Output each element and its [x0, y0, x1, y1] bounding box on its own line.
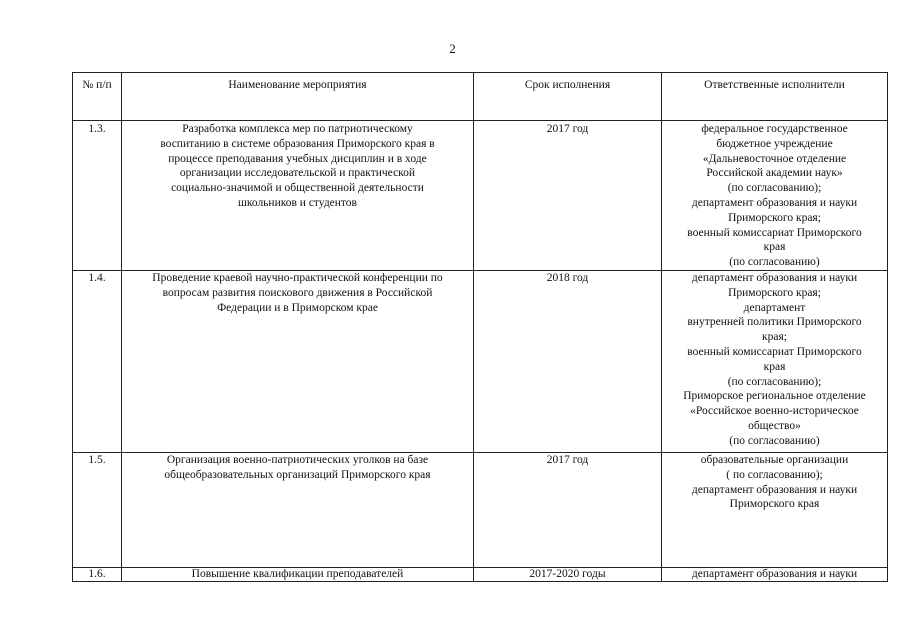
header-name: Наименование мероприятия: [122, 73, 474, 121]
responsible-line: внутренней политики Приморского: [687, 316, 862, 329]
responsible-line: департамент образования и науки: [691, 483, 858, 496]
responsible-line: «Российское военно-историческое: [690, 405, 859, 418]
responsible-line: Приморское региональное отделение: [683, 390, 866, 403]
responsible-line: Российской академии наук»: [706, 167, 843, 180]
row-number: 1.6.: [73, 567, 122, 581]
responsible-line: военный комиссариат Приморского: [687, 345, 862, 358]
name-line: вопросам развития поискового движения в Российской: [162, 286, 433, 299]
name-line: школьников и студентов: [237, 196, 357, 209]
responsible-line: Приморского края;: [728, 211, 821, 224]
responsible-line: департамент: [743, 301, 806, 314]
name-line: Федерации и в Приморском крае: [217, 301, 378, 314]
responsible-line: департамент образования и науки: [691, 271, 858, 284]
header-term: Срок исполнения: [474, 73, 662, 121]
responsible-line: Приморского края;: [728, 286, 821, 299]
name-line: воспитанию в системе образования Приморского края в: [160, 137, 435, 150]
table-header-row: [73, 73, 888, 121]
responsible-line: Приморского края: [729, 498, 820, 511]
name-line: Разработка комплекса мер по патриотическому: [182, 123, 413, 135]
table-row: [73, 270, 888, 452]
responsible-line: края: [763, 360, 786, 373]
responsible-line: ( по согласованию);: [726, 468, 823, 481]
name-line: организации исследовательской и практической: [179, 167, 416, 180]
row-term: 2018 год: [474, 270, 662, 452]
responsible-line: военный комиссариат Приморского: [687, 226, 862, 239]
row-term: 2017 год: [474, 452, 662, 567]
responsible-line: образовательные организации: [700, 453, 849, 466]
responsible-line: (по согласованию);: [727, 182, 822, 195]
name-line: Проведение краевой научно-практической конференции по: [152, 271, 443, 284]
row-term: 2017 год: [474, 121, 662, 271]
row-name: [122, 121, 474, 271]
plan-table: [72, 72, 888, 582]
responsible-line: (по согласованию);: [727, 375, 822, 388]
row-number: 1.5.: [73, 452, 122, 567]
name-line: процессе преподавания учебных дисциплин и в ходе: [168, 152, 427, 165]
row-responsible: [662, 567, 888, 581]
responsible-line: края;: [762, 331, 787, 344]
row-responsible: [662, 121, 888, 271]
row-name: [122, 567, 474, 581]
name-line: социально-значимой и общественной деятельности: [171, 182, 424, 195]
row-number: 1.4.: [73, 270, 122, 452]
name-line: общеобразовательных организаций Приморского края: [164, 468, 431, 481]
header-responsible: Ответственные исполнители: [662, 73, 888, 121]
responsible-line: «Дальневосточное отделение: [702, 152, 847, 165]
name-line: Повышение квалификации преподавателей: [191, 567, 404, 580]
row-name: [122, 452, 474, 567]
row-responsible: [662, 270, 888, 452]
table-row: [73, 452, 888, 567]
row-term: 2017-2020 годы: [474, 567, 662, 581]
header-number: № п/п: [73, 73, 122, 121]
responsible-line: департамент образования и науки: [691, 196, 858, 209]
responsible-line: (по согласованию): [729, 256, 820, 269]
table-row: [73, 567, 888, 581]
responsible-line: общество»: [748, 419, 801, 432]
table-row: [73, 121, 888, 271]
row-responsible: [662, 452, 888, 567]
name-line: Организация военно-патриотических уголков на базе: [166, 453, 429, 466]
responsible-line: департамент образования и науки: [691, 567, 858, 580]
page-number: 2: [449, 41, 456, 56]
responsible-line: федеральное государственное: [701, 123, 848, 135]
responsible-line: (по согласованию): [729, 434, 820, 447]
row-name: [122, 270, 474, 452]
responsible-line: бюджетное учреждение: [716, 137, 833, 150]
row-number: 1.3.: [73, 121, 122, 271]
responsible-line: края: [763, 241, 786, 254]
